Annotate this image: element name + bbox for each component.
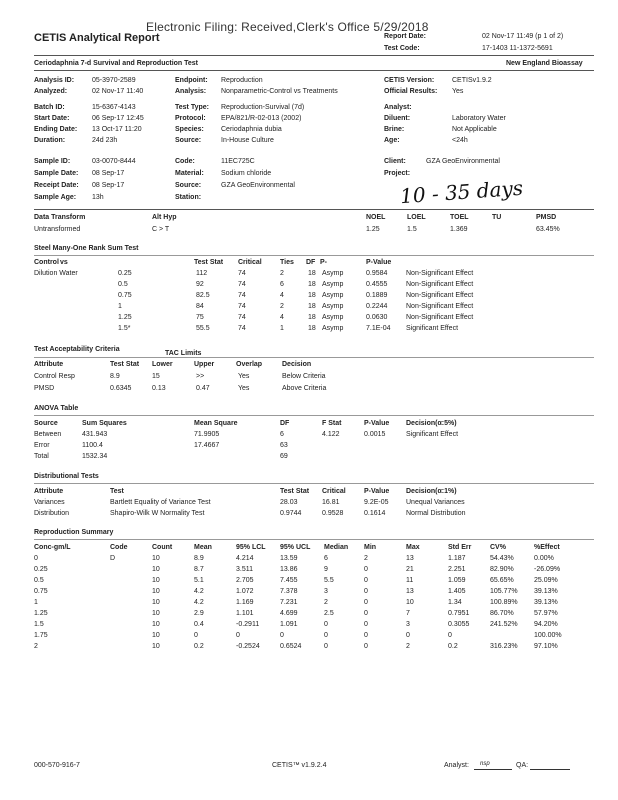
qa-signature-line bbox=[530, 769, 570, 770]
steel-title-rule bbox=[34, 255, 594, 256]
footer-doc-id: 000-570-916-7 bbox=[34, 762, 80, 769]
report-date-label: Report Date: bbox=[384, 33, 427, 40]
subtitle-rule bbox=[34, 70, 594, 71]
table-row: 0.5 10 5.1 2.705 7.455 5.5 0 11 1.059 65.65% 25.09% bbox=[34, 577, 558, 584]
table-row: Total 1532.34 69 bbox=[34, 453, 288, 460]
analyst-signature-line bbox=[474, 769, 512, 770]
table-row: 1 10 4.2 1.169 7.231 2 0 10 1.34 100.89% 39.13% bbox=[34, 599, 558, 606]
anova-title-rule bbox=[34, 415, 594, 416]
table-row: 0.75 82.5 74 4 18 Asymp 0.1889 Non-Significant Effect bbox=[118, 292, 474, 299]
table-row: 1.5 10 0.4 -0.2911 1.091 0 0 3 0.3055 241.52% 94.20% bbox=[34, 621, 558, 628]
table-row: 0.25 10 8.7 3.511 13.86 9 0 21 2.251 82.90% -26.09% bbox=[34, 566, 561, 573]
table-row: Distribution Shapiro-Wilk W Normality Test 0.9744 0.9528 0.1614 Normal Distribution bbox=[34, 510, 466, 517]
tac-title: Test Acceptability Criteria bbox=[34, 346, 120, 353]
table-row: 0.5 92 74 6 18 Asymp 0.4555 Non-Significant Effect bbox=[118, 281, 474, 288]
lab-name: New England Bioassay bbox=[506, 60, 583, 67]
dist-title: Distributional Tests bbox=[34, 473, 99, 480]
table-row: Dilution Water 0.25 112 74 2 18 Asymp 0.9584 Non-Significant Effect bbox=[34, 270, 474, 277]
table-row: 1.25 10 2.9 1.101 4.699 2.5 0 7 0.7951 86.70% 57.97% bbox=[34, 610, 558, 617]
sample-rule bbox=[34, 209, 594, 210]
footer-version: CETIS™ v1.9.2.4 bbox=[272, 762, 327, 769]
footer-qa-label: QA: bbox=[516, 762, 529, 769]
table-row: 1.25 75 74 4 18 Asymp 0.0630 Non-Significant Effect bbox=[118, 314, 474, 321]
table-row: PMSD 0.6345 0.13 0.47 Yes Above Criteria bbox=[34, 385, 327, 392]
analyst-initials: nsp bbox=[480, 761, 490, 767]
steel-test-title: Steel Many-One Rank Sum Test bbox=[34, 245, 139, 252]
table-row: 0 D 10 8.9 4.214 13.59 6 2 13 1.187 54.43% 0.00% bbox=[34, 555, 554, 562]
summary-title: Reproduction Summary bbox=[34, 529, 114, 536]
dist-title-rule bbox=[34, 483, 594, 484]
table-row: 1.75 10 0 0 0 0 0 0 0 100.00% bbox=[34, 632, 562, 639]
table-row: Between 431.943 71.9905 6 4.122 0.0015 Significant Effect bbox=[34, 431, 459, 438]
tac-limits-title: TAC Limits bbox=[165, 350, 202, 357]
data-transform-table: Data Transform Alt Hyp NOEL LOEL TOEL TU PMSD Untransformed C > T 1.25 1.5 1.369 63.45% bbox=[34, 214, 560, 233]
table-row: Error 1100.4 17.4667 63 bbox=[34, 442, 288, 449]
tac-table: Attribute Test Stat Lower Upper Overlap Decision Control Resp 8.9 15 >> Yes Below Criteria PMSD 0.6345 0.13 0.47 Yes Above Criteria bbox=[34, 361, 594, 395]
table-row: Variances Bartlett Equality of Variance Test 28.03 16.81 9.2E-05 Unequal Variances bbox=[34, 499, 465, 506]
table-row: 0.75 10 4.2 1.072 7.378 3 0 13 1.405 105.77% 39.13% bbox=[34, 588, 558, 595]
analysis-info-block: Analysis ID: 05-3970-2589 Endpoint: Reproduction CETIS Version: CETISv1.9.2 Analyzed: 02 Nov-17 11:40 Analysis: Nonparametric-Control vs Treatments Official Results: Yes Batch ID: 15-6367-4143 Test Type: Reproduction-Survival (7d) Analyst: Start Date: 06 Sep-17 12:45 Protocol: EPA/821/R-02-013 (2002) Diluent: Laboratory Water Ending Date: 13 Oct-17 11:20 Species: Ceriodaphnia dubia Brine: Not Applicable Duration: 24d 23h Source: In-House Culture Age: <24h bbox=[34, 77, 506, 144]
report-title: CETIS Analytical Report bbox=[34, 32, 160, 44]
table-row: 1 84 74 2 18 Asymp 0.2244 Non-Significant Effect bbox=[118, 303, 474, 310]
title-rule bbox=[34, 55, 594, 56]
footer-analyst-label: Analyst: bbox=[444, 762, 469, 769]
anova-title: ANOVA Table bbox=[34, 405, 79, 412]
test-code: 17-1403 11-1372-5691 bbox=[482, 45, 553, 52]
summary-table: Conc-gm/L Code Count Mean 95% LCL 95% UCL Median Min Max Std Err CV% %Effect 0 D 10 8.9 4.214 13.59 6 2 13 1.187 54.43% 0.00% 0.25 10 8.7 3.511 13.86 9 0 21 2.251 82.90% -26.09% 0.5 10 5.1 2.705 7.455 5.5 0 11 1.059 65.65% 25.09% 0.75 10 4.2 1.072 7.378 3 0 13 1.405 105.77% 39.13% 1 10 4.2 1.169 7.231 2 0 10 1.34 100.89% 39.13% 1.25 10 2.9 1.101 4.699 2.5 0 7 0.7951 86.70% 57.97% 1.5 10 0.4 -0.2911 1.091 0 0 3 0.3055 241.52% 94.20% 1.75 10 0 0 0 0 0 0 0 100.00% 2 10 0.2 -0.2524 0.6524 0 0 2 0.2 316.23% 97.10% bbox=[34, 544, 594, 656]
test-subtitle: Ceriodaphnia 7-d Survival and Reproduction Test bbox=[34, 60, 199, 67]
table-row: 1.5* 55.5 74 1 18 Asymp 7.1E-04 Significant Effect bbox=[118, 325, 459, 332]
table-row: Control Resp 8.9 15 >> Yes Below Criteria bbox=[34, 373, 326, 380]
electronic-filing-stamp: Electronic Filing: Received,Clerk's Office 5/29/2018 bbox=[146, 20, 429, 34]
sample-info-block: Sample ID: 03-0070-8444 Code: 11EC725C Client: GZA GeoEnvironmental Sample Date: 08 Sep-17 Material: Sodium chloride Project: Receipt Date: 08 Sep-17 Source: GZA GeoEnvironmental Sample Age: 13h Station: bbox=[34, 158, 500, 201]
dist-table: Attribute Test Test Stat Critical P-Value Decision(α:1%) Variances Bartlett Equality of Variance Test 28.03 16.81 9.2E-05 Unequal Variances Distribution Shapiro-Wilk W Normality Test 0.9744 0.9528 0.1614 Normal Distribution bbox=[34, 488, 594, 522]
anova-table: Source Sum Squares Mean Square DF F Stat P-Value Decision(α:5%) Between 431.943 71.9905 6 4.122 0.0015 Significant Effect Error 1100.4 17.4667 63 Total 1532.34 69 bbox=[34, 420, 594, 464]
test-code-label: Test Code: bbox=[384, 45, 420, 52]
table-row: 2 10 0.2 -0.2524 0.6524 0 0 2 0.2 316.23% 97.10% bbox=[34, 643, 558, 650]
steel-test-table: Control vs Test Stat Critical Ties DF P- P-Value Dilution Water 0.25 112 74 2 18 Asymp 0.9584 Non-Significant Effect 0.5 92 74 6 18 Asymp 0.4555 Non-Significant Effect 0.75 82.5 74 4 18 Asymp 0.1889 Non-Significant Effect 1 84 74 2 18 Asymp 0.2244 Non-Significant Effect 1.25 75 74 4 18 Asymp 0.0630 Non-Significant Effect 1.5* 55.5 74 1 18 Asymp 7.1E-04 Significant Effect bbox=[34, 259, 594, 339]
summary-title-rule bbox=[34, 539, 594, 540]
report-date: 02 Nov-17 11:49 (p 1 of 2) bbox=[482, 33, 564, 40]
handwritten-note: 10 - 35 days bbox=[399, 175, 524, 209]
tac-title-rule bbox=[34, 357, 594, 358]
